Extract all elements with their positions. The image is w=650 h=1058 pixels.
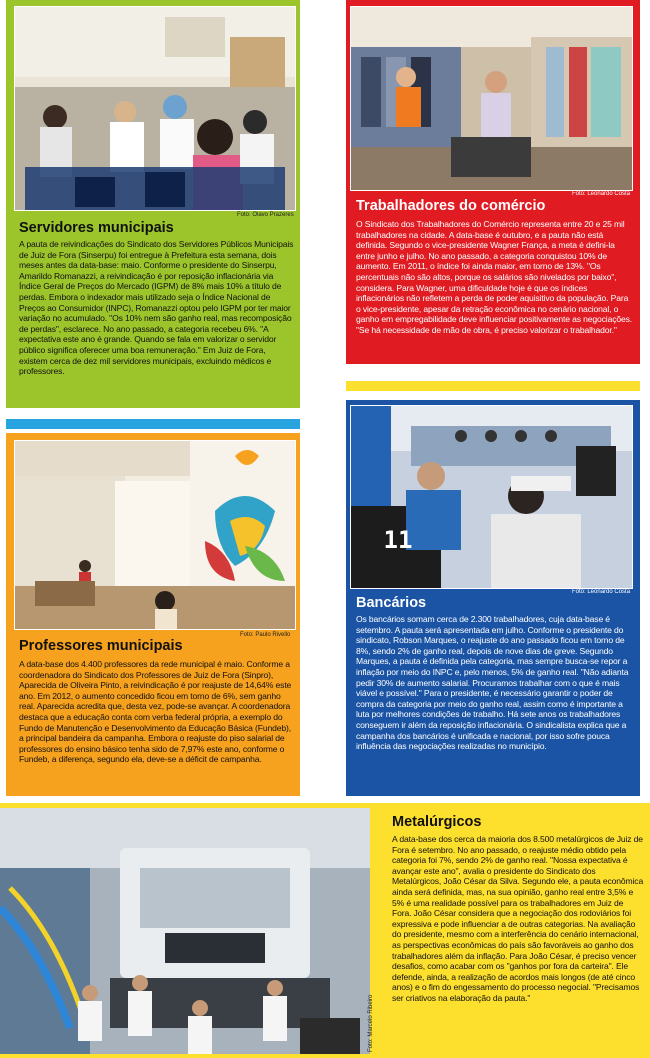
metalurgicos-photo <box>0 808 374 1054</box>
professores-photo <box>14 440 296 630</box>
metalurgicos-photo-credit: Foto: Marcelo Ribeiro <box>368 994 374 1052</box>
servidores-title: Servidores municipais <box>19 220 174 236</box>
professores-photo-credit: Foto: Paulo Rivello <box>240 632 291 638</box>
divider-stripe-left <box>6 419 300 429</box>
bancarios-photo <box>350 405 633 589</box>
bancarios-photo-credit: Foto: Leonardo Costa <box>572 589 631 595</box>
metalurgicos-title: Metalúrgicos <box>392 814 482 830</box>
comercio-text: O Sindicato dos Trabalhadores do Comércio representa entre 20 e 25 mil trabalhadores na cidade. A data-base é outubro, e a pauta não está definida. Segundo o vice-presidente Wagner França, a meta é defini-la entre junho e julho. No ano passado, a categoria conquistou 10% de aumento. Em 2011, o índice foi ainda maior, em torno de 13%. "Os percentuais não são altos, porque os salários são nivelados por baixo", considera. Para Wagner, uma dificuldade hoje é que os índices inflacionários não refletem a perda de poder aquisitivo da população. Para o vice-presidente, apesar da retração econômica no cenário nacional, o ganho em empregabilidade deve influenciar positivamente as negociações. "Se há necessidade de mão de obra, é preciso valorizar o trabalhador." <box>356 219 632 335</box>
metalurgicos-text: A data-base dos cerca da maioria dos 8.500 metalúrgicos de Juiz de Fora é setembro. No ano passado, o reajuste médio obtido pela categoria foi 7%, sendo 2% de ganho real. "Nossa expectativa é avançar este ano", avalia o presidente do Sindicato dos Metalúrgicos, João César da Silva. Segundo ele, a pauta econômica ainda será definida, mas, na sua opinião, ganho real entre 3,5% e 5% é uma realidade possível para os trabalhadores em Juiz de Fora. João César considera que a negociação dos rodoviários foi expressiva e pode influenciar a de outras categorias. Na avaliação do presidente, mesmo com a interferência do cenário internacional, as perspectivas econômicas do país são favoráveis ao ganho dos trabalhadores além da inflação. Para João César, é preciso vencer desafios, como acabar com os "ganhos por fora da carteira". Ele defende, ainda, a realização de acordos mais longos (de até cinco anos) e o fim do engessamento do processo negocial. "Precisamos ser criativos na elaboração da pauta." <box>392 834 644 1003</box>
divider-stripe-right <box>346 381 640 391</box>
servidores-photo-credit: Foto: Olavo Prazeres <box>237 212 294 218</box>
servidores-text: A pauta de reivindicações do Sindicato dos Servidores Públicos Municipais de Juiz de Fora (Sinserpu) foi entregue à Prefeitura esta semana, dois meses antes da data-base: maio. Conforme o presidente do Sinserpu, Amarildo Romanazzi, a reivindicação é por reposição inflacionária via Índice Geral de Preços do Mercado (IGPM) de 8% mais 10% a título de perdas. Embora o indexador mais utilizado seja o Índice Nacional de Preços ao Consumidor (INPC), Romanazzi optou pelo IGPM por ter maior variação no acumulado. "Os 10% nem são ganho real, mas recomposição de perdas", esclarece. No ano passado, a categoria recebeu 6%. "A expectativa este ano é grande. Quando se fala em valorizar o servidor público significa oferecer uma boa remuneração." Em Juiz de Fora, existem cerca de dez mil servidores municipais, excluindo médicos e professores. <box>19 239 294 377</box>
servidores-photo <box>14 6 296 211</box>
bancarios-title: Bancários <box>356 595 427 611</box>
professores-text: A data-base dos 4.400 professores da rede municipal é maio. Conforme a coordenadora do Sindicato dos Professores de Juiz de Fora (Sinpro), Aparecida de Oliveira Pinto, a reivindicação é por reajuste de 14,64% este ano. Em 2012, o aumento concedido ficou em torno de 6%, sem ganho real. Aparecida acredita que, desta vez, pode-se avançar. A coordenadora destaca que a educação conta com verba federal própria, a exemplo do Fundo de Manutenção e Desenvolvimento da Educação Básica (Fundeb), a principal bandeira da campanha. Embora o reajuste do piso salarial de professores do ensino básico tenha sido de 7,97% este ano, conforme o Fundeb, a diferença, segundo ela, deve-se a déficit de campanha. <box>19 659 292 765</box>
professores-title: Professores municipais <box>19 638 183 654</box>
counter-display: 11 <box>383 526 413 554</box>
comercio-photo <box>350 6 633 191</box>
comercio-title: Trabalhadores do comércio <box>356 198 546 214</box>
comercio-photo-credit: Foto: Leonardo Costa <box>572 191 631 197</box>
bancarios-text: Os bancários somam cerca de 2.300 trabalhadores, cuja data-base é setembro. A pauta será apresentada em julho. Conforme o presidente do sindicato, Robson Marques, o reajuste do ano passado ficou em torno de 8%, sendo 2% de ganho real, depois de nove dias de greve. Segundo Marques, a pauta é definida pela categoria, mas sempre busca-se repor a inflação por meio do INPC e, pelo menos, 5% de ganho real. "Não adianta pedir 30% de aumento salarial. Procuramos trabalhar com o que é mais viável e possível." Para o presidente, é necessário garantir o poder de compra da categoria por meio do ganho real, assim como é importante a luta por melhores condições de trabalho. Há sete anos os trabalhadores conseguem ir além da reposição inflacionária. O sindicalista explica que a campanha dos bancários é unificada e nacional, por isso sofre pouca influência das negociações realizadas no município. <box>356 614 629 752</box>
